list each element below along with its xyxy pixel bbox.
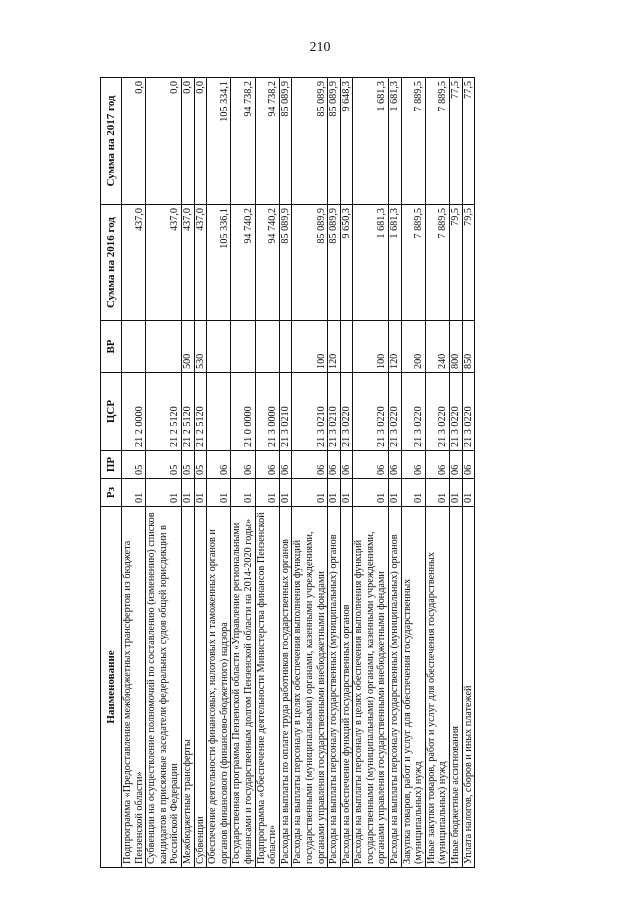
cell-csr: 21 2 5120 [146,373,182,451]
cell-pr: 06 [353,451,389,479]
cell-pr: 06 [462,451,475,479]
header-csr: ЦСР [101,373,122,451]
cell-sum-2016: 437,0 [181,205,194,321]
table-row [353,78,389,868]
table-header-row [101,78,122,868]
cell-vr: 850 [462,321,475,373]
cell-csr: 21 3 0210 [292,373,328,451]
cell-sum-2016: 9 650,3 [340,205,353,321]
cell-pr: 06 [340,451,353,479]
cell-csr: 21 3 0000 [255,373,279,451]
header-sum-2017: Сумма на 2017 год [101,78,122,205]
cell-sum-2017: 0,0 [122,78,146,205]
cell-sum-2017: 9 648,3 [340,78,353,205]
cell-vr: 120 [389,321,402,373]
page-number: 210 [309,40,331,55]
cell-rz: 01 [328,479,341,507]
cell-pr: 06 [401,451,425,479]
cell-name: Иные бюджетные ассигнования [450,507,463,868]
cell-csr: 21 2 5120 [181,373,194,451]
cell-pr: 06 [207,451,231,479]
cell-pr: 06 [425,451,449,479]
budget-table-container [100,78,475,868]
cell-sum-2017: 85 089,9 [279,78,292,205]
header-name: Наименование [101,507,122,868]
cell-name: Расходы на выплаты персоналу в целях обеспечения выполнения функций государственными (муниципальными) органами, казенными учреждениями, органами управления государственными внебюджетными фондами [292,507,328,868]
cell-sum-2016: 437,0 [122,205,146,321]
cell-name: Подпрограмма «Обеспечение деятельности Министерства финансов Пензенской области» [255,507,279,868]
cell-name: Субвенции на осуществление полномочий по составлению (изменению) списков кандидатов в присяжные заседатели федеральных судов общей юрисдикции в Российской Федерации [146,507,182,868]
cell-sum-2017: 94 738,2 [255,78,279,205]
cell-rz: 01 [292,479,328,507]
cell-sum-2016: 105 336,1 [207,205,231,321]
cell-sum-2017: 0,0 [194,78,207,205]
header-rz: Рз [101,479,122,507]
cell-name: Иные закупки товаров, работ и услуг для обеспечения государственных (муниципальных) нужд [425,507,449,868]
cell-csr: 21 0 0000 [231,373,255,451]
cell-csr: 21 3 0220 [401,373,425,451]
header-pr: ПР [101,451,122,479]
cell-csr: 21 3 0210 [328,373,341,451]
cell-rz: 01 [194,479,207,507]
cell-vr: 500 [181,321,194,373]
cell-rz: 01 [401,479,425,507]
cell-sum-2016: 7 889,5 [401,205,425,321]
cell-vr: 200 [401,321,425,373]
cell-vr: 530 [194,321,207,373]
cell-sum-2016: 79,5 [462,205,475,321]
cell-sum-2017: 1 681,3 [389,78,402,205]
cell-sum-2017: 0,0 [146,78,182,205]
table-row [450,78,463,868]
cell-sum-2016: 94 740,2 [231,205,255,321]
cell-sum-2017: 7 889,5 [425,78,449,205]
cell-sum-2017: 1 681,3 [353,78,389,205]
header-sum-2016: Сумма на 2016 год [101,205,122,321]
cell-rz: 01 [450,479,463,507]
cell-rz: 01 [279,479,292,507]
cell-vr [255,321,279,373]
header-vr: ВР [101,321,122,373]
cell-name: Расходы на обеспечение функций государственных органов [340,507,353,868]
cell-sum-2017: 85 089,9 [328,78,341,205]
cell-vr [207,321,231,373]
table-row [181,78,194,868]
cell-name: Расходы на выплаты персоналу в целях обеспечения выполнения функций государственными (муниципальными) органами, казенными учреждениями, органами управления государственными внебюджетными фондами [353,507,389,868]
cell-name: Закупка товаров, работ и услуг для обеспечения государственных (муниципальных) нужд [401,507,425,868]
table-row [231,78,255,868]
cell-name: Обеспечение деятельности финансовых, налоговых и таможенных органов и органов финансового (финансово-бюджетного) надзора [207,507,231,868]
cell-rz: 01 [340,479,353,507]
cell-sum-2017: 105 334,1 [207,78,231,205]
budget-table [100,77,475,868]
table-row [122,78,146,868]
table-row [462,78,475,868]
cell-sum-2017: 0,0 [181,78,194,205]
table-row [389,78,402,868]
cell-name: Межбюджетные трансферты [181,507,194,868]
cell-rz: 01 [255,479,279,507]
cell-name: Субвенции [194,507,207,868]
cell-sum-2017: 94 738,2 [231,78,255,205]
table-row [425,78,449,868]
cell-csr: 21 3 0220 [425,373,449,451]
cell-pr: 06 [255,451,279,479]
cell-rz: 01 [181,479,194,507]
cell-csr: 21 3 0220 [353,373,389,451]
table-row [340,78,353,868]
cell-rz: 01 [146,479,182,507]
cell-sum-2017: 7 889,5 [401,78,425,205]
cell-vr: 800 [450,321,463,373]
table-row [279,78,292,868]
cell-pr: 05 [122,451,146,479]
cell-name: Государственная программа Пензенской области «Управление региональными финансами и государственным долгом Пензенской области на 2014-2020 годы» [231,507,255,868]
table-row [146,78,182,868]
table-row [194,78,207,868]
cell-sum-2016: 1 681,3 [389,205,402,321]
table-row [401,78,425,868]
cell-vr: 120 [328,321,341,373]
cell-vr: 240 [425,321,449,373]
cell-name: Расходы на выплаты персоналу государственных (муниципальных) органов [328,507,341,868]
cell-pr: 05 [146,451,182,479]
cell-rz: 01 [425,479,449,507]
cell-pr: 06 [389,451,402,479]
cell-pr: 06 [279,451,292,479]
cell-sum-2016: 437,0 [146,205,182,321]
cell-sum-2016: 85 089,9 [279,205,292,321]
cell-pr: 06 [292,451,328,479]
cell-csr: 21 3 0220 [340,373,353,451]
table-row [328,78,341,868]
table-row [255,78,279,868]
cell-rz: 01 [122,479,146,507]
cell-pr: 06 [328,451,341,479]
cell-csr: 21 2 0000 [122,373,146,451]
cell-pr: 06 [231,451,255,479]
cell-csr: 21 2 5120 [194,373,207,451]
cell-name: Подпрограмма «Предоставление межбюджетных трансфертов из бюджета Пензенской области» [122,507,146,868]
cell-csr: 21 3 0220 [462,373,475,451]
cell-rz: 01 [389,479,402,507]
cell-sum-2016: 437,0 [194,205,207,321]
cell-sum-2016: 85 089,9 [292,205,328,321]
cell-sum-2016: 85 089,9 [328,205,341,321]
cell-vr [340,321,353,373]
table-row [292,78,328,868]
cell-sum-2017: 77,5 [450,78,463,205]
cell-vr [279,321,292,373]
cell-vr [231,321,255,373]
cell-vr [122,321,146,373]
cell-pr: 05 [194,451,207,479]
cell-sum-2016: 1 681,3 [353,205,389,321]
cell-rz: 01 [207,479,231,507]
cell-rz: 01 [462,479,475,507]
cell-pr: 06 [450,451,463,479]
cell-rz: 01 [231,479,255,507]
cell-sum-2017: 85 089,9 [292,78,328,205]
cell-name: Расходы на выплаты персоналу государственных (муниципальных) органов [389,507,402,868]
cell-sum-2016: 7 889,5 [425,205,449,321]
cell-sum-2016: 79,5 [450,205,463,321]
cell-vr [146,321,182,373]
cell-name: Уплата налогов, сборов и иных платежей [462,507,475,868]
cell-csr: 21 3 0220 [450,373,463,451]
cell-vr: 100 [353,321,389,373]
cell-pr: 05 [181,451,194,479]
cell-csr: 21 3 0220 [389,373,402,451]
table-row [207,78,231,868]
cell-name: Расходы на выплаты по оплате труда работников государственных органов [279,507,292,868]
cell-sum-2016: 94 740,2 [255,205,279,321]
cell-csr [207,373,231,451]
cell-csr: 21 3 0210 [279,373,292,451]
cell-vr: 100 [292,321,328,373]
cell-sum-2017: 77,5 [462,78,475,205]
cell-rz: 01 [353,479,389,507]
